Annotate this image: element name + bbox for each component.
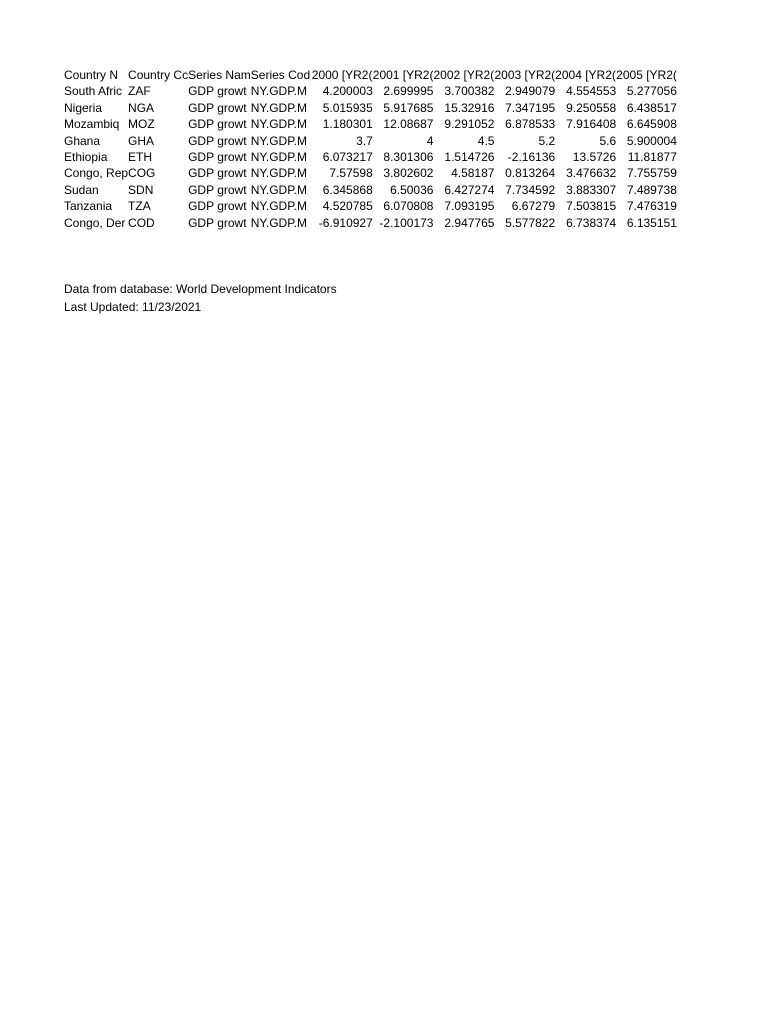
table-row — [64, 116, 677, 132]
value-cell: 9.250558 — [566, 100, 617, 115]
series-name-cell: GDP growt — [188, 133, 247, 148]
country-code-cell: COG — [128, 166, 156, 181]
value-cell: 7.476319 — [626, 199, 677, 214]
value-cell: 7.093195 — [444, 199, 495, 214]
value-cell: 6.50036 — [390, 182, 434, 197]
value-cell: 6.070808 — [383, 199, 434, 214]
header-cell: Country N — [64, 68, 119, 82]
series-code-cell: NY.GDP.M — [250, 199, 308, 214]
table-row — [64, 83, 677, 99]
value-cell: 1.514726 — [444, 150, 495, 165]
table-row — [64, 198, 677, 214]
country-cell: Nigeria — [64, 100, 103, 115]
value-cell: 5.917685 — [383, 100, 434, 115]
value-cell: 2.949079 — [505, 84, 556, 99]
header-cell: 2005 [YR2( — [616, 68, 677, 82]
value-cell: 1.180301 — [322, 117, 373, 132]
value-cell: 6.345868 — [322, 182, 373, 197]
value-cell: 5.277056 — [626, 84, 677, 99]
value-cell: 4.58187 — [451, 166, 495, 181]
value-cell: 7.489738 — [626, 182, 677, 197]
value-cell: 5.6 — [599, 133, 617, 148]
value-cell: 6.645908 — [626, 117, 677, 132]
country-cell: Sudan — [64, 182, 99, 197]
series-code-cell: NY.GDP.M — [250, 84, 308, 99]
value-cell: 4.554553 — [566, 84, 617, 99]
table-row — [64, 149, 677, 165]
country-code-cell: SDN — [128, 182, 154, 197]
table-body — [64, 83, 677, 231]
series-code-cell: NY.GDP.M — [250, 117, 308, 132]
value-cell: 0.813264 — [505, 166, 556, 181]
series-code-cell: NY.GDP.M — [250, 100, 308, 115]
series-name-cell: GDP growt — [188, 166, 247, 181]
value-cell: 5.577822 — [505, 215, 556, 230]
value-cell: 7.755759 — [626, 166, 677, 181]
country-cell: Tanzania — [64, 199, 113, 214]
value-cell: 13.5726 — [572, 150, 617, 165]
country-cell: Ghana — [64, 133, 101, 148]
value-cell: 3.700382 — [444, 84, 495, 99]
value-cell: 6.438517 — [626, 100, 677, 115]
header-row — [64, 67, 677, 83]
value-cell: -2.16136 — [507, 150, 556, 165]
value-cell: 6.073217 — [322, 150, 373, 165]
series-code-cell: NY.GDP.M — [250, 166, 308, 181]
country-cell: Ethiopia — [64, 150, 108, 165]
series-name-cell: GDP growt — [188, 215, 247, 230]
series-name-cell: GDP growt — [188, 100, 247, 115]
series-code-cell: NY.GDP.M — [250, 182, 308, 197]
value-cell: 6.427274 — [444, 182, 495, 197]
country-code-cell: MOZ — [128, 117, 155, 132]
value-cell: 15.32916 — [444, 100, 495, 115]
value-cell: 6.67279 — [511, 199, 556, 214]
table-row — [64, 182, 677, 198]
country-code-cell: NGA — [128, 100, 155, 115]
value-cell: 3.476632 — [566, 166, 617, 181]
value-cell: 3.883307 — [566, 182, 617, 197]
value-cell: 4.5 — [477, 133, 495, 148]
country-cell: Congo, Rep — [64, 166, 129, 181]
value-cell: 6.738374 — [566, 215, 617, 230]
value-cell: 7.734592 — [505, 182, 556, 197]
table-row — [64, 215, 677, 231]
value-cell: 5.015935 — [322, 100, 373, 115]
value-cell: 3.802602 — [383, 166, 434, 181]
value-cell: 9.291052 — [444, 117, 495, 132]
series-name-cell: GDP growt — [188, 182, 247, 197]
header-cell: Series Cod — [250, 68, 311, 82]
value-cell: 2.699995 — [383, 84, 434, 99]
value-cell: 5.2 — [538, 133, 556, 148]
value-cell: 8.301306 — [383, 150, 434, 165]
value-cell: 2.947765 — [444, 215, 495, 230]
table-header — [64, 67, 677, 83]
value-cell: 11.81877 — [627, 150, 677, 165]
series-name-cell: GDP growt — [188, 150, 247, 165]
country-code-cell: ZAF — [128, 84, 151, 99]
table-row — [64, 133, 677, 149]
country-code-cell: COD — [128, 215, 155, 230]
value-cell: 3.7 — [356, 133, 373, 148]
series-code-cell: NY.GDP.M — [250, 215, 308, 230]
header-cell: 2002 [YR2( — [433, 68, 495, 82]
header-cell: 2000 [YR2( — [311, 68, 373, 82]
value-cell: 6.135151 — [626, 215, 677, 230]
series-name-cell: GDP growt — [188, 84, 247, 99]
footnotes — [64, 281, 337, 316]
series-code-cell: NY.GDP.M — [250, 133, 308, 148]
value-cell: 5.900004 — [626, 133, 677, 148]
header-cell: 2001 [YR2( — [372, 68, 434, 82]
header-cell: Series Nam — [188, 68, 251, 82]
value-cell: -2.100173 — [379, 215, 434, 230]
country-cell: Mozambiq — [64, 117, 120, 132]
value-cell: 7.503815 — [566, 199, 617, 214]
table-row — [64, 100, 677, 116]
value-cell: -6.910927 — [318, 215, 373, 230]
value-cell: 12.08687 — [383, 117, 434, 132]
series-code-cell: NY.GDP.M — [250, 150, 308, 165]
header-cell: Country Cc — [128, 68, 189, 82]
country-cell: South Afric — [64, 84, 123, 99]
value-cell: 4.200003 — [322, 84, 373, 99]
source-note: Data from database: World Development Indicators — [64, 282, 337, 296]
value-cell: 7.347195 — [505, 100, 556, 115]
header-cell: 2003 [YR2( — [494, 68, 556, 82]
value-cell: 7.916408 — [566, 117, 617, 132]
header-cell: 2004 [YR2( — [555, 68, 616, 82]
series-name-cell: GDP growt — [188, 199, 247, 214]
table-row — [64, 165, 677, 181]
last-updated-note: Last Updated: 11/23/2021 — [64, 299, 202, 314]
data-sheet — [64, 67, 677, 231]
country-cell: Congo, Der — [64, 215, 126, 230]
value-cell: 6.878533 — [505, 117, 556, 132]
country-code-cell: TZA — [128, 199, 151, 214]
country-code-cell: ETH — [128, 150, 153, 165]
series-name-cell: GDP growt — [188, 117, 247, 132]
value-cell: 4.520785 — [322, 199, 373, 214]
value-cell: 4 — [426, 133, 434, 148]
gdp-growth-table — [64, 67, 677, 231]
value-cell: 7.57598 — [329, 166, 373, 181]
country-code-cell: GHA — [128, 133, 155, 148]
